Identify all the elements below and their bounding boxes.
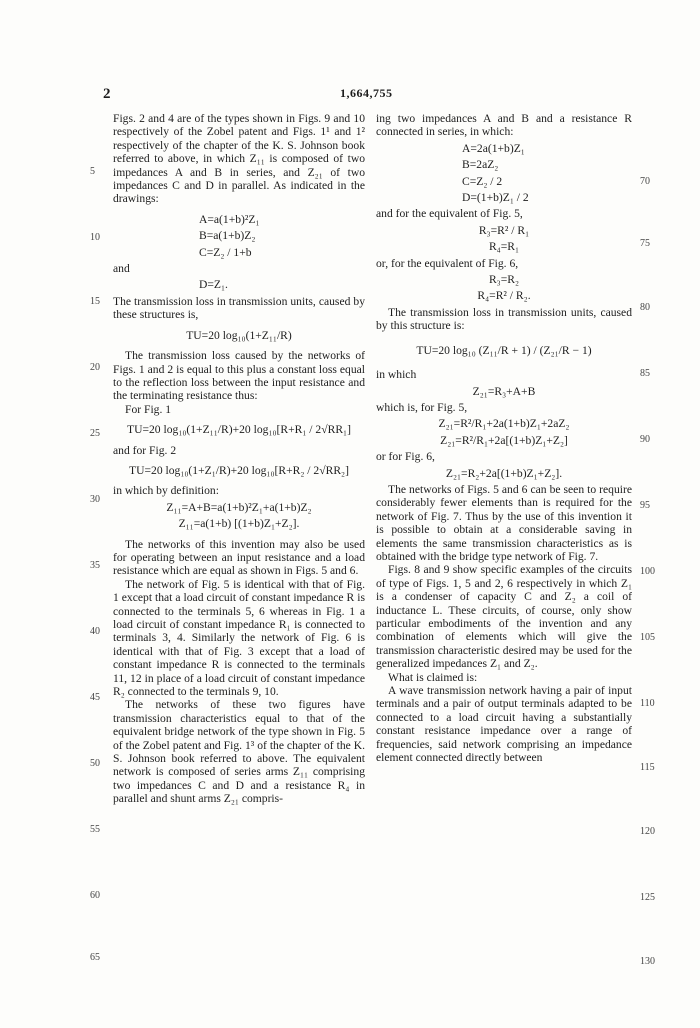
equation: TU=20 log₁₀ (Z₁₁/R + 1) / (Z₂₁/R − 1) [416,343,592,357]
equation: B=2aZ₂ [462,158,499,172]
line-number: 20 [90,362,100,373]
line-number: 45 [90,692,100,703]
paragraph: ing two impedances A and B and a resistance R connected in series, in which: [376,112,632,139]
line-number: 120 [640,826,655,837]
line-number: 95 [640,500,650,511]
paragraph: or for Fig. 6, [376,450,435,464]
equation: Z₂₁=R₂+2a[(1+b)Z₁+Z₂]. [445,466,563,480]
paragraph: A wave transmission network having a pair of input terminals and a pair of output terminals adapted to be connected to a load circuit having a substantially constant resistance impedance over a range of frequencies, said network comprising an impedance element connected directly between [376,684,632,765]
equation: A=a(1+b)²Z₁ [199,212,260,226]
line-number: 50 [90,758,100,769]
line-number: 40 [90,626,100,637]
right-column [376,112,632,764]
equation: TU=20 log₁₀(1+Z₁₁/R) [186,328,292,342]
patent-number: 1,664,755 [340,86,393,100]
paragraph: The networks of Figs. 5 and 6 can be seen to require considerably fewer elements than is required for the network of Fig. 7. Thus by the use of this invention it is possible to obtain at a considerable saving in elements the same transmission characteristics as is obtained with the bridge type network of Fig. 7. [376,482,632,563]
line-number: 125 [640,892,655,903]
page-number: 2 [103,86,111,102]
line-number: 30 [90,494,100,505]
paragraph: What is claimed is: [388,670,478,684]
equation: A=2a(1+b)Z₁ [462,141,525,155]
line-number: 15 [90,296,100,307]
paragraph: The transmission loss in transmission units, caused by these structures is, [113,294,365,322]
equation: D=Z₁. [199,278,228,292]
equation: Z₁₁=A+B=a(1+b)²Z₁+a(1+b)Z₂ [166,500,312,514]
paragraph: and [113,262,130,276]
equation: Z₂₁=R²/R₁+2a[(1+b)Z₁+Z₂] [440,433,568,447]
paragraph: and for Fig. 2 [113,443,177,457]
equation: R₃=R² / R₁ [478,223,530,237]
paragraph: The transmission loss in transmission units, caused by this structure is: [376,305,632,333]
paragraph: in which by definition: [113,484,219,498]
paragraph: For Fig. 1 [125,402,172,416]
equation: C=Z₂ / 1+b [199,245,252,259]
equation: C=Z₂ / 2 [462,174,503,188]
line-number: 25 [90,428,100,439]
equation: R₄=R² / R₂. [477,289,531,303]
line-number: 10 [90,232,100,243]
line-number: 5 [90,166,95,177]
line-number: 65 [90,952,100,963]
paragraph: Figs. 8 and 9 show specific examples of the circuits of type of Figs. 1, 5 and 2, 6 respectively in which Z₁ is a condenser of capacity C and Z₂ a coil of inductance L. These circuits, of course, only show particular embodiments of the invention and any combination of elements which will give the transmission characteristic desired may be used for the generalized impedances Z₁ and Z₂. [376,563,632,671]
equation: TU=20 log₁₀(1+Z₁/R)+20 log₁₀[R+R₂ / 2√RR₂] [129,463,349,477]
equation: Z₂₁=R²/R₁+2a(1+b)Z₁+2aZ₂ [438,417,570,431]
paragraph: in which [376,368,417,382]
equation: B=a(1+b)Z₂ [199,229,256,243]
line-number: 105 [640,632,655,643]
paragraph: The networks of this invention may also be used for operating between an input resistance and a load resistance which are equal as shown in Figs. 5 and 6. [113,537,365,578]
line-number: 35 [90,560,100,571]
paragraph: The network of Fig. 5 is identical with that of Fig. 1 except that a load circuit of constant impedance R is connected to the terminals 5, 6 whereas in Fig. 1 a load circuit of constant impedance R₁ is connected to terminals 3, 4. Similarly the network of Fig. 6 is identical with that of Fig. 3 except that a load of constant impedance R is connected to the terminals 11, 12 in place of a load circuit of constant impedance R₂ connected to the terminals 9, 10. [113,577,365,699]
paragraph: and for the equivalent of Fig. 5, [376,207,523,221]
equation: D=(1+b)Z₁ / 2 [462,191,529,205]
equation: R₄=R₁ [488,240,520,254]
line-number: 90 [640,434,650,445]
line-number: 100 [640,566,655,577]
line-number: 130 [640,956,655,967]
line-number: 115 [640,762,655,773]
equation: Z₁₁=a(1+b) [(1+b)Z₁+Z₂]. [178,517,300,531]
line-number: 110 [640,698,655,709]
equation: TU=20 log₁₀(1+Z₁₁/R)+20 log₁₀[R+R₁ / 2√RR₁] [127,423,351,437]
paragraph: Figs. 2 and 4 are of the types shown in Figs. 9 and 10 respectively of the Zobel patent and Figs. 1¹ and 1² respectively of the chapter of the K. S. Johnson book referred to above, in which Z₁₁ is composed of two impedances A and B in series, and Z₂₁ of two impedances C and D in parallel. As indicated in the drawings: [113,112,365,206]
paragraph: The networks of these two figures have transmission characteristics equal to that of the equivalent bridge network of the type shown in Fig. 5 of the Zobel patent and Fig. 1³ of the chapter of the K. S. Johnson book referred to above. The equivalent network is composed of series arms Z₁₁ comprising two impedances C and D and a resistance R₄ in parallel and shunt arms Z₂₁ compris- [113,698,365,806]
line-number: 75 [640,238,650,249]
line-number: 80 [640,302,650,313]
line-number: 85 [640,368,650,379]
line-number: 55 [90,824,100,835]
left-column [113,112,365,806]
equation: Z₂₁=R₃+A+B [472,384,536,398]
paragraph: The transmission loss caused by the networks of Figs. 1 and 2 is equal to this plus a constant loss equal to the reflection loss between the input resistance and the terminating resistance thus: [113,349,365,403]
paragraph: or, for the equivalent of Fig. 6, [376,256,519,270]
paragraph: which is, for Fig. 5, [376,400,468,414]
line-number: 60 [90,890,100,901]
equation: R₃=R₂ [488,273,520,287]
line-number: 70 [640,176,650,187]
